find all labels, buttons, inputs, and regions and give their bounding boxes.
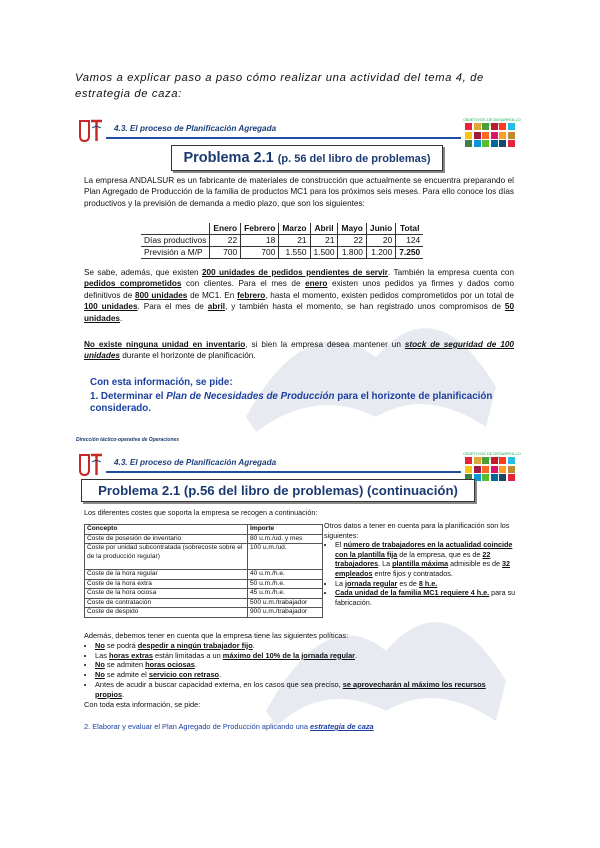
table-header-cell: Febrero	[241, 223, 279, 235]
cost-table	[84, 524, 323, 618]
text-run: No	[95, 670, 105, 680]
text-run: .	[122, 689, 125, 699]
text-run: .	[252, 640, 255, 650]
sdg-icon	[474, 466, 481, 473]
cost-amount: 40 u.m./h.e.	[248, 570, 323, 580]
text-run: para su fabricación.	[335, 588, 516, 607]
text-run: , si bien la empresa desea mantener un	[245, 340, 405, 349]
sdg-icon	[474, 457, 481, 464]
text-run: despedir a ningún trabajador fijo	[137, 640, 253, 650]
costs-intro: Los diferentes costes que soporta la empresa se recogen a continuación:	[84, 508, 318, 517]
sdg-icon	[508, 123, 515, 130]
text-run: existen unos pedidos ya firmes y dados como definitivos de	[84, 279, 514, 300]
text-run: , hasta el momento, existen pedidos comprometidos por un total de	[265, 290, 514, 300]
text-run: 22 trabajadores	[335, 549, 491, 569]
text-run: jornada regular	[345, 578, 398, 588]
cost-concept: Coste de la hora ociosa	[85, 589, 248, 599]
sdg-label: OBJETIVOS DE DESARROLLO	[463, 117, 521, 122]
text-run: , y también hasta el momento, se han registrado unos compromisos de	[225, 302, 505, 312]
text-run: No	[95, 660, 105, 670]
sdg-icon	[474, 132, 481, 139]
table-header-cell: Total	[396, 223, 423, 235]
table-cell: 21	[310, 235, 338, 247]
sdg-icon	[465, 466, 472, 473]
sdg-icon	[508, 466, 515, 473]
text-run: es de	[397, 578, 419, 588]
list-item	[95, 641, 514, 651]
cost-amount: 100 u.m./ud.	[248, 544, 323, 570]
other-data-list	[324, 540, 520, 607]
list-item	[335, 588, 520, 607]
text-run: .	[194, 660, 197, 670]
sdg-icon	[465, 140, 472, 147]
table-header-cell: Mayo	[338, 223, 366, 235]
table-row	[85, 579, 323, 589]
list-item	[95, 670, 514, 680]
sdg-icon	[499, 457, 506, 464]
header-divider	[106, 471, 461, 473]
problem-title-box	[171, 145, 443, 171]
table-cell: 1.500	[310, 247, 338, 259]
sdg-icon	[508, 474, 515, 481]
sdg-icons-grid	[465, 123, 515, 147]
text-run: 8 h.e.	[418, 578, 438, 588]
cost-header-cell: Importe	[248, 525, 323, 535]
table-cell: 700	[210, 247, 241, 259]
slide-header	[76, 451, 523, 481]
text-run: . Para el mes de	[137, 302, 208, 312]
table-row	[85, 608, 323, 618]
table-cell: 20	[366, 235, 395, 247]
text-run: se aprovecharán al máximo los recursos propios	[95, 679, 486, 699]
sdg-icon	[482, 466, 489, 473]
text-run: No	[95, 640, 105, 650]
sdg-icon	[499, 466, 506, 473]
sdg-icons-grid	[465, 457, 515, 481]
text-run: 2. Elaborar y evaluar el Plan Agregado de Producción aplicando una	[84, 722, 310, 731]
sdg-icon	[499, 140, 506, 147]
section-title: 4.3. El proceso de Planificación Agregada	[114, 458, 277, 467]
table-header-cell: Marzo	[279, 223, 310, 235]
list-item	[95, 660, 514, 670]
problem-title: Problema 2.1	[183, 150, 274, 166]
policies-intro: Además, debemos tener en cuenta que la empresa tiene las siguientes políticas:	[84, 631, 349, 640]
table-header-cell: Junio	[366, 223, 395, 235]
table-cell: 22	[338, 235, 366, 247]
table-row	[141, 235, 423, 247]
sdg-icon	[474, 140, 481, 147]
text-run: 1.	[90, 391, 99, 402]
request-heading: Con toda esta información, se pide:	[84, 699, 201, 709]
sdg-icon	[499, 132, 506, 139]
sdg-icon	[491, 140, 498, 147]
cost-amount: 45 u.m./h.e.	[248, 589, 323, 599]
cost-concept: Coste de despido	[85, 608, 248, 618]
sdg-icon	[482, 123, 489, 130]
text-run: Las	[95, 650, 109, 660]
list-item	[335, 540, 520, 578]
text-run: 32 empleados	[335, 559, 511, 578]
table-row	[85, 544, 323, 570]
text-run: enero	[305, 279, 328, 289]
text-run: La	[335, 578, 345, 588]
sdg-icon	[482, 140, 489, 147]
intro-text: Vamos a explicar paso a paso cómo realizar una actividad del tema 4, de estrategia de caza:	[75, 72, 484, 100]
text-run: 100 unidades	[84, 302, 138, 312]
text-run: horas ociosas	[145, 660, 195, 670]
sdg-icon	[491, 132, 498, 139]
table-row	[85, 534, 323, 544]
text-run: plantilla máxima	[392, 559, 449, 569]
cost-amount: 900 u.m./trabajador	[248, 608, 323, 618]
text-run: Se sabe, además, que existen	[84, 268, 202, 277]
text-run: El	[335, 540, 344, 550]
question-1	[90, 391, 510, 415]
cost-concept: Coste de posesión de inventario	[85, 534, 248, 544]
text-run: estrategia de caza	[309, 722, 374, 731]
sdg-icon	[491, 123, 498, 130]
table-header-cell: Abril	[310, 223, 338, 235]
list-item	[335, 579, 520, 589]
sdg-icon	[474, 123, 481, 130]
sdg-icon	[491, 466, 498, 473]
text-run: stock de seguridad de 100 unidades	[84, 340, 514, 361]
pending-orders-paragraph	[84, 267, 514, 324]
slide-header	[76, 117, 523, 147]
sdg-icon	[465, 132, 472, 139]
sdg-icon	[482, 132, 489, 139]
text-run: de MC1. En	[187, 290, 238, 300]
cost-concept: Coste de contratación	[85, 598, 248, 608]
text-run: durante el horizonte de planificación.	[119, 351, 256, 361]
text-run: abril	[207, 302, 226, 312]
cost-header-cell: Concepto	[85, 525, 248, 535]
slide-footer: Dirección táctico-operativa de Operaciones	[76, 437, 180, 443]
text-run: Cada unidad de la familia MC1 requiere 4 h.e.	[335, 588, 490, 598]
row-label: Previsión a M/P	[141, 247, 210, 259]
request-heading: Con esta información, se pide:	[90, 377, 233, 388]
sdg-icon	[499, 123, 506, 130]
text-run: No existe ninguna unidad en inventario	[84, 340, 246, 349]
text-run: febrero	[237, 290, 266, 300]
text-run: entre fijos y contratados.	[372, 568, 453, 578]
text-run: . También la empresa cuenta con	[387, 268, 514, 277]
cost-amount: 500 u.m./trabajador	[248, 598, 323, 608]
inventory-paragraph	[84, 339, 514, 362]
text-run: pedidos comprometidos	[84, 279, 182, 289]
table-cell: 21	[279, 235, 310, 247]
list-item	[95, 680, 514, 700]
table-cell: 1.800	[338, 247, 366, 259]
table-row	[85, 570, 323, 580]
table-row	[141, 247, 423, 259]
table-cell: 1.200	[366, 247, 395, 259]
university-logo	[77, 118, 105, 144]
problem-reference: (p. 56 del libro de problemas)	[277, 153, 431, 165]
table-cell: 700	[241, 247, 279, 259]
text-run: con clientes. Para el mes de	[181, 279, 306, 289]
cost-concept: Coste de la hora extra	[85, 579, 248, 589]
text-run: Determinar el	[100, 391, 167, 402]
intro-paragraph: La empresa ANDALSUR es un fabricante de materiales de construcción que actualmente se encuentra preparando el Plan Agregado de Producción de la familia de productos MC1 para los próximos seis meses. Para ello conoce los días productivos y la previsión de demanda a medio plazo, que son los siguientes:	[84, 176, 514, 208]
text-run: horas extras	[108, 650, 153, 660]
sdg-icon	[508, 457, 515, 464]
text-run: servicio con retraso	[148, 670, 220, 680]
sdg-icon	[465, 457, 472, 464]
text-run: se admiten	[104, 660, 146, 670]
text-run: 50 unidades	[84, 302, 514, 323]
text-run: 800 unidades	[135, 290, 188, 300]
table-cell: 22	[210, 235, 241, 247]
sdg-badge	[463, 117, 521, 153]
list-item	[95, 651, 514, 661]
university-logo	[77, 452, 105, 478]
text-run: 200 unidades de pedidos pendientes de servir	[202, 268, 388, 277]
cost-concept: Coste por unidad subcontratada (sobrecoste sobre el de la producción regular)	[85, 544, 248, 570]
slide-problem-continuation	[76, 451, 523, 733]
table-cell: 1.550	[279, 247, 310, 259]
cost-amount: 50 u.m./h.e.	[248, 579, 323, 589]
text-run: se podrá	[104, 640, 138, 650]
text-run: Plan de Necesidades de Producción	[166, 391, 335, 402]
text-run: para el horizonte de planificación considerado.	[90, 391, 493, 414]
header-divider	[106, 137, 461, 139]
sdg-icon	[499, 474, 506, 481]
slide-problem-statement	[76, 117, 523, 444]
problem-title: Problema 2.1 (p.56 del libro de problemas) (continuación)	[98, 483, 458, 498]
cost-concept: Coste de la hora regular	[85, 570, 248, 580]
text-run: de la empresa, que es de	[397, 549, 483, 559]
sdg-icon	[491, 474, 498, 481]
text-run: número de trabajadores en la actualidad coincide con la plantilla fija	[335, 540, 513, 559]
table-cell: 7.250	[396, 247, 423, 259]
table-header-cell	[141, 223, 210, 235]
section-title: 4.3. El proceso de Planificación Agregada	[114, 124, 277, 133]
sdg-icon	[491, 457, 498, 464]
demand-table	[141, 223, 423, 259]
text-run: .	[355, 650, 358, 660]
table-cell: 18	[241, 235, 279, 247]
cost-amount: 80 u.m./ud. y mes	[248, 534, 323, 544]
sdg-label: OBJETIVOS DE DESARROLLO	[463, 451, 521, 456]
text-run: . La	[378, 559, 393, 569]
sdg-icon	[482, 457, 489, 464]
table-row	[85, 589, 323, 599]
question-2	[84, 722, 374, 731]
policies-block	[84, 631, 514, 709]
text-run: Antes de acudir a buscar capacidad externa, en los casos que sea preciso,	[95, 679, 343, 689]
sdg-icon	[482, 474, 489, 481]
table-cell: 124	[396, 235, 423, 247]
text-run: están limitadas a un	[152, 650, 223, 660]
sdg-icon	[465, 123, 472, 130]
text-run: .	[119, 313, 123, 323]
problem-title-box	[81, 479, 475, 502]
table-row	[85, 598, 323, 608]
table-header-cell: Enero	[210, 223, 241, 235]
text-run: máximo del 10% de la jornada regular	[222, 650, 356, 660]
text-run: se admite el	[104, 670, 149, 680]
text-run: admisible es de	[448, 559, 503, 569]
text-run: .	[219, 670, 222, 680]
policies-list	[84, 641, 514, 700]
sdg-icon	[508, 132, 515, 139]
other-data-intro: Otros datos a tener en cuenta para la planificación son los siguientes:	[324, 521, 510, 540]
row-label: Días productivos	[141, 235, 210, 247]
other-data-block	[324, 521, 520, 607]
sdg-icon	[508, 140, 515, 147]
